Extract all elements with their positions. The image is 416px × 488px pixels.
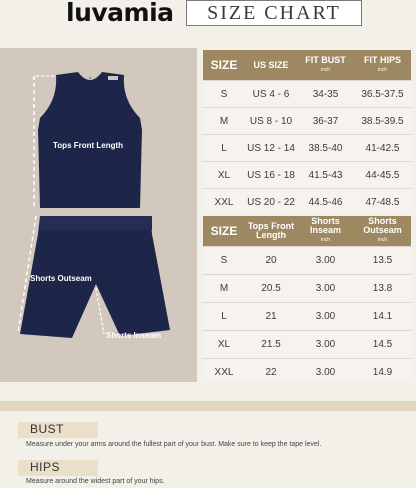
shorts-inseam-label: Shorts Inseam (106, 331, 162, 340)
shorts-outseam-label: Shorts Outseam (30, 274, 92, 283)
fit-hips-cell: 38.5-39.5 (361, 115, 404, 127)
fit-bust-cell: 34-35 (312, 88, 339, 100)
shorts-inseam-cell: 3.00 (315, 311, 336, 322)
size-cell: M (219, 115, 229, 127)
size-cell: S (220, 88, 228, 100)
size-cell: L (221, 142, 227, 154)
table-header (203, 50, 411, 80)
tops-front-length-cell: 21 (265, 311, 277, 322)
table-row (203, 107, 411, 134)
table-row (203, 188, 411, 215)
us-size-cell: US 4 - 6 (252, 88, 290, 100)
header-size: SIZE (210, 57, 238, 72)
shorts-outseam-cell: 14.1 (372, 311, 393, 322)
size-chart-title: SIZE CHART (186, 0, 362, 26)
header-fit-hips: FIT HIPS inch (363, 54, 401, 73)
tops-front-length-cell: 22 (265, 367, 277, 378)
header-size: SIZE (210, 223, 238, 238)
shorts-inseam-cell: 3.00 (315, 367, 336, 378)
header-shorts-outseam: Shorts Outseam inch (363, 216, 402, 243)
table-row (203, 330, 411, 358)
size-cell: XL (217, 339, 231, 350)
fit-bust-cell: 38.5-40 (308, 142, 343, 154)
header-us-size: US SIZE (253, 59, 289, 70)
garment-photo-panel (0, 48, 197, 382)
bust-title: BUST (30, 422, 65, 436)
tops-front-length-cell: 20.5 (261, 283, 281, 294)
shorts-outseam-cell: 13.5 (372, 255, 393, 266)
us-size-cell: US 16 - 18 (247, 169, 295, 181)
header-shorts-inseam: Shorts Inseam inch (309, 216, 342, 243)
shorts-outseam-cell: 13.8 (372, 283, 393, 294)
fit-size-table (203, 50, 411, 213)
table-row (203, 302, 411, 330)
divider-band (0, 401, 416, 411)
header-fit-bust: FIT BUST inch (305, 54, 346, 73)
fit-hips-cell: 41-42.5 (365, 142, 400, 154)
shorts-outseam-cell: 14.5 (372, 339, 393, 350)
us-size-cell: US 8 - 10 (249, 115, 293, 127)
size-cell: M (219, 283, 229, 294)
tops-front-length-cell: 20 (265, 255, 277, 266)
header-tops-front-length: Tops Front Length (247, 221, 295, 240)
size-cell: XXL (214, 367, 234, 378)
hips-description: Measure around the widest part of your hips. (26, 478, 165, 485)
fit-hips-cell: 36.5-37.5 (361, 88, 404, 100)
fit-bust-cell: 41.5-43 (308, 169, 343, 181)
size-cell: XXL (214, 196, 234, 208)
table-row (203, 161, 411, 188)
table-row (203, 274, 411, 302)
fit-hips-cell: 47-48.5 (365, 196, 400, 208)
hips-title: HIPS (30, 460, 61, 474)
shorts-outseam-cell: 14.9 (372, 367, 393, 378)
fit-hips-cell: 44-45.5 (365, 169, 400, 181)
tank-top-shape (38, 72, 142, 208)
us-size-cell: US 12 - 14 (247, 142, 295, 154)
shorts-inseam-cell: 3.00 (315, 283, 336, 294)
size-cell: S (220, 255, 228, 266)
size-cell: L (221, 311, 227, 322)
brand-logo: luvamia (66, 0, 174, 27)
table-row (203, 134, 411, 161)
fit-bust-cell: 44.5-46 (308, 196, 343, 208)
table-row (203, 358, 411, 386)
shorts-inseam-cell: 3.00 (315, 255, 336, 266)
tops-front-length-cell: 21.5 (261, 339, 281, 350)
fit-bust-cell: 36-37 (312, 115, 339, 127)
table-row (203, 246, 411, 274)
size-cell: XL (217, 169, 231, 181)
us-size-cell: US 20 - 22 (247, 196, 295, 208)
tops-front-length-label: Tops Front Length (53, 141, 124, 150)
table-header (203, 216, 411, 246)
bust-description: Measure under your arms around the fullest part of your bust. Make sure to keep the tape level. (26, 441, 322, 448)
garment-illustration (0, 48, 197, 382)
shorts-inseam-cell: 3.00 (315, 339, 336, 350)
table-row (203, 80, 411, 107)
garment-measurement-table (203, 216, 411, 381)
